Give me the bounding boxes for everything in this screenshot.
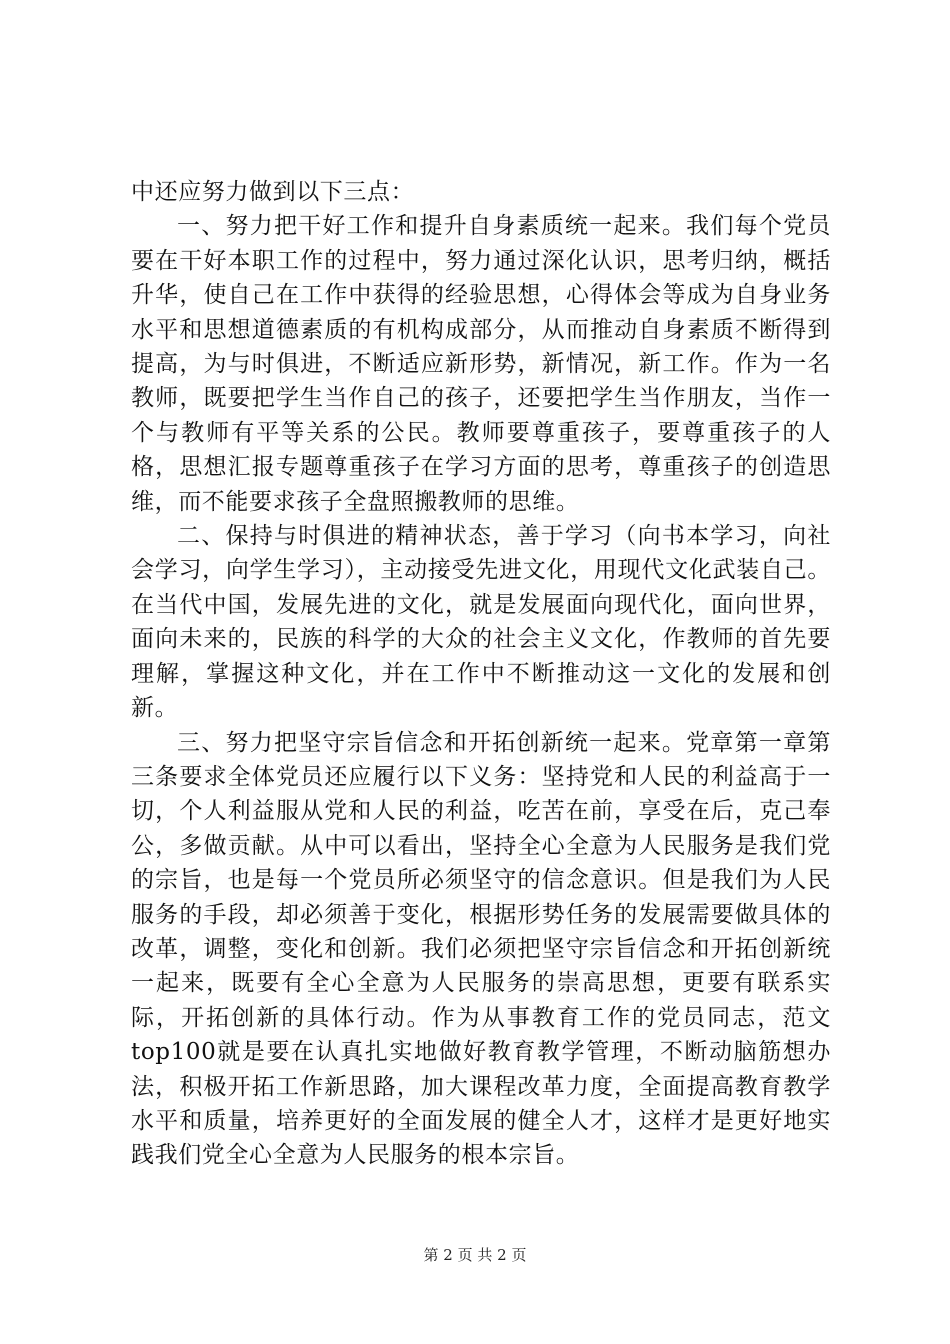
paragraph-three: 三、努力把坚守宗旨信念和开拓创新统一起来。党章第一章第三条要求全体党员还应履行以下义务：坚持党和人民的利益高于一切，个人利益服从党和人民的利益，吃苦在前，享受在后，克己奉公，多做贡献。从中可以看出，坚持全心全意为人民服务是我们党的宗旨，也是每一个党员所必须坚守的信念意识。但是我们为人民服务的手段，却必须善于变化，根据形势任务的发展需要做具体的改革，调整，变化和创新。我们必须把坚守宗旨信念和开拓创新统一起来，既要有全心全意为人民服务的崇高思想，更要有联系实际，开拓创新的具体行动。作为从事教育工作的党员同志，范文top100就是要在认真扎实地做好教育教学管理，不断动脑筋想办法，积极开拓工作新思路，加大课程改革力度，全面提高教育教学水平和质量，培养更好的全面发展的健全人才，这样才是更好地实践我们党全心全意为人民服务的根本宗旨。 <box>131 729 831 1169</box>
intro-line: 中还应努力做到以下三点： <box>131 179 415 205</box>
document-body <box>131 175 831 1173</box>
paragraph-two: 二、保持与时俱进的精神状态，善于学习（向书本学习，向社会学习，向学生学习），主动接受先进文化，用现代文化武装自己。在当代中国，发展先进的文化，就是发展面向现代化，面向世界，面向未来的，民族的科学的大众的社会主义文化，作教师的首先要理解，掌握这种文化，并在工作中不断推动这一文化的发展和创新。 <box>131 523 831 722</box>
paragraph-one: 一、努力把干好工作和提升自身素质统一起来。我们每个党员要在干好本职工作的过程中，努力通过深化认识，思考归纳，概括升华，使自己在工作中获得的经验思想，心得体会等成为自身业务水平和思想道德素质的有机构成部分，从而推动自身素质不断得到提高，为与时俱进，不断适应新形势，新情况，新工作。作为一名教师，既要把学生当作自己的孩子，还要把学生当作朋友，当作一个与教师有平等关系的公民。教师要尊重孩子，要尊重孩子的人格，思想汇报专题尊重孩子在学习方面的思考，尊重孩子的创造思维，而不能要求孩子全盘照搬教师的思维。 <box>131 213 831 515</box>
page-footer: 第 2 页 共 2 页 <box>423 1246 527 1264</box>
